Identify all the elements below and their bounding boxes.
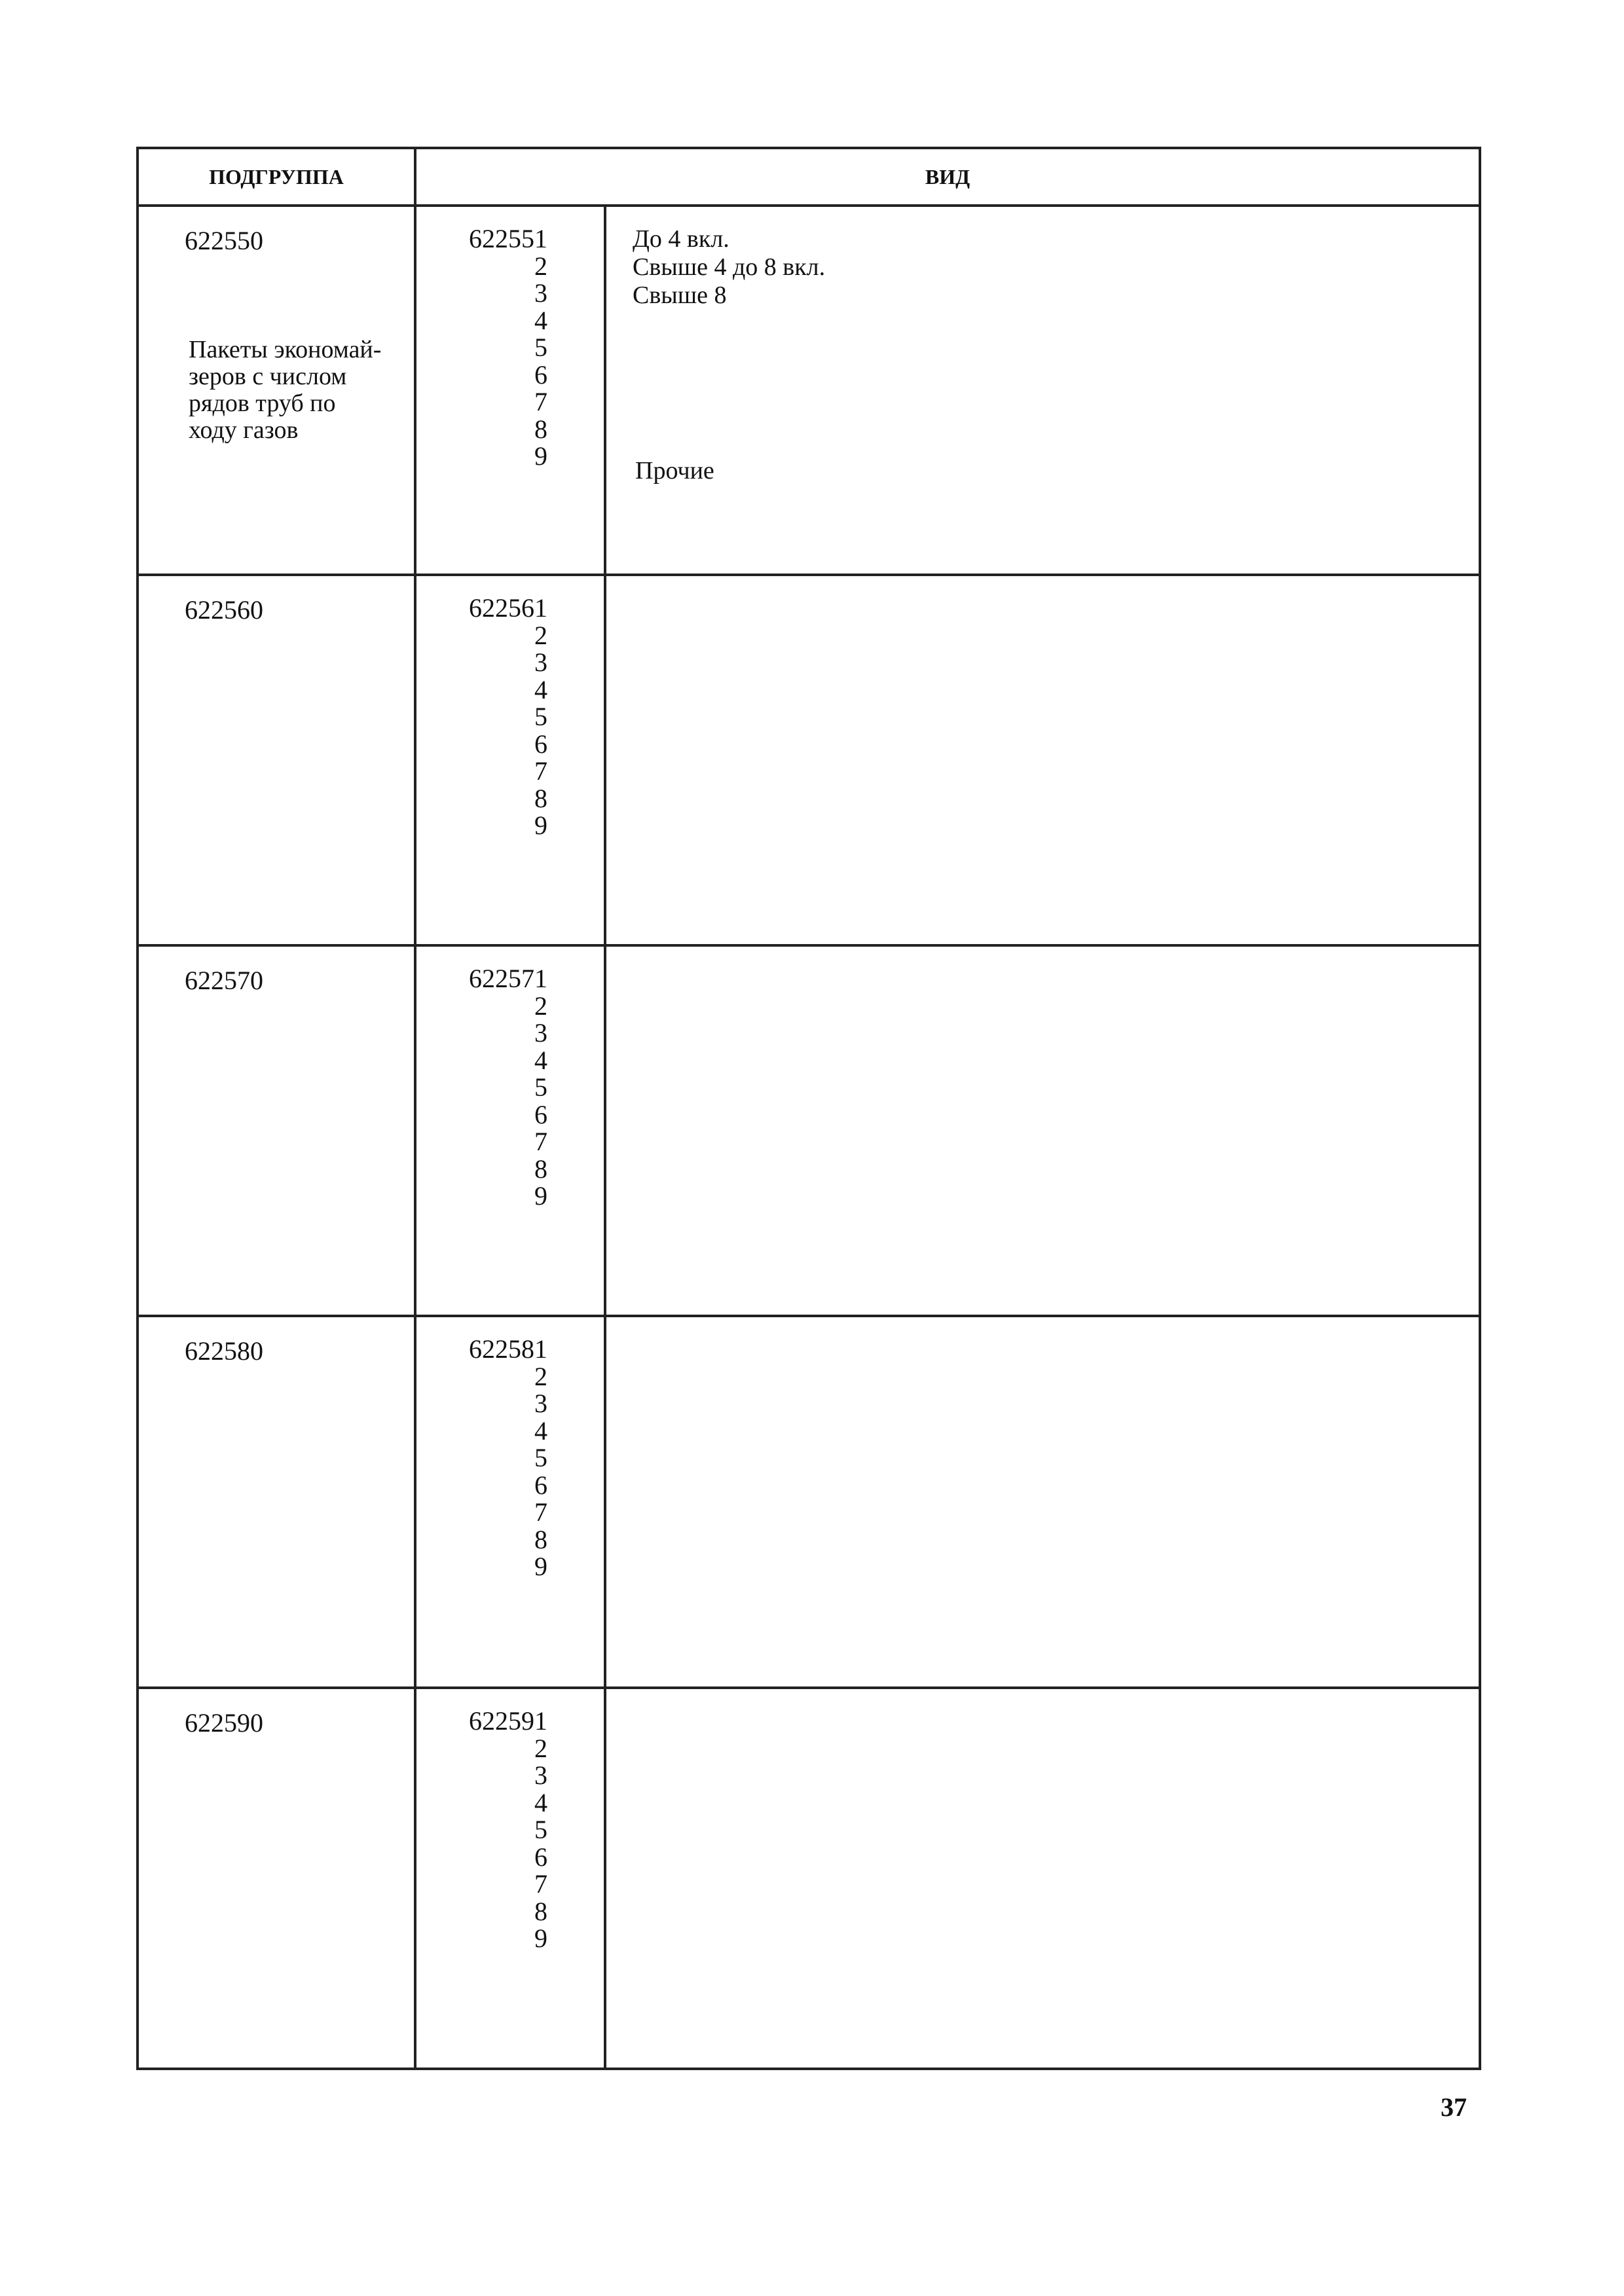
subgroup-code: 622590 (185, 1708, 263, 1738)
vid-description: До 4 вкл. (633, 225, 729, 253)
vid-description-cell (606, 576, 1479, 944)
subgroup-description (189, 337, 411, 444)
header-subgroup: ПОДГРУППА (139, 149, 416, 204)
vid-code-cell (416, 207, 606, 574)
vid-code-cell (416, 947, 606, 1315)
vid-code: 6 (534, 1099, 547, 1129)
vid-description-other: Прочие (635, 457, 714, 484)
vid-code: 7 (534, 756, 547, 786)
table-row-group (139, 576, 1479, 947)
subgroup-code: 622580 (185, 1336, 263, 1366)
vid-description-cell (606, 947, 1479, 1315)
table-row-group (139, 1317, 1479, 1689)
vid-code: 3 (534, 1760, 547, 1790)
vid-code: 5 (534, 1072, 547, 1102)
vid-code: 8 (534, 783, 547, 813)
vid-code-list (462, 225, 547, 470)
vid-code: 622551 (469, 224, 547, 253)
table-row-group (139, 1689, 1479, 2068)
vid-code-cell (416, 1689, 606, 2068)
vid-code: 7 (534, 1497, 547, 1527)
vid-code: 4 (534, 674, 547, 704)
vid-description-cell (606, 207, 1479, 574)
subgroup-code: 622560 (185, 595, 263, 625)
vid-code: 6 (534, 1842, 547, 1872)
vid-description: Свыше 4 до 8 вкл. (633, 253, 826, 281)
header-vid: ВИД (925, 165, 970, 189)
vid-code: 5 (534, 333, 547, 362)
vid-description-list (633, 225, 825, 310)
vid-code: 4 (534, 1415, 547, 1446)
vid-code: 6 (534, 359, 547, 390)
vid-code-list (462, 1707, 547, 1952)
table-row-group (139, 947, 1479, 1317)
vid-code: 622561 (469, 593, 547, 623)
subgroup-cell (139, 947, 416, 1315)
vid-code-cell (416, 1317, 606, 1686)
vid-code-list (462, 594, 547, 839)
vid-code: 2 (534, 251, 547, 281)
vid-code: 9 (534, 1181, 547, 1211)
vid-code-cell (416, 576, 606, 944)
vid-code: 2 (534, 1733, 547, 1763)
vid-code: 5 (534, 1815, 547, 1844)
subgroup-cell (139, 207, 416, 574)
subgroup-code: 622570 (185, 966, 263, 995)
vid-code-list (462, 965, 547, 1210)
vid-code: 2 (534, 991, 547, 1021)
vid-code: 4 (534, 305, 547, 335)
vid-description-cell (606, 1689, 1479, 2068)
subgroup-cell (139, 1689, 416, 2068)
vid-description-cell (606, 1317, 1479, 1686)
subgroup-cell (139, 1317, 416, 1686)
vid-code: 3 (534, 1018, 547, 1048)
vid-code: 8 (534, 1154, 547, 1184)
vid-code: 5 (534, 702, 547, 731)
vid-code: 5 (534, 1443, 547, 1472)
vid-code: 622591 (469, 1706, 547, 1736)
vid-code: 3 (534, 647, 547, 677)
vid-code: 6 (534, 729, 547, 759)
vid-code: 9 (534, 811, 547, 840)
subgroup-description-text: Пакеты экономай- зеров с числом рядов труб по ходу газов (189, 336, 382, 444)
table-header (139, 149, 1479, 207)
vid-description: Свыше 8 (633, 282, 727, 309)
vid-code: 2 (534, 620, 547, 650)
vid-code: 3 (534, 278, 547, 308)
page-number: 37 (1441, 2092, 1467, 2122)
table-row-group (139, 207, 1479, 576)
vid-code: 7 (534, 387, 547, 416)
vid-code: 8 (534, 414, 547, 444)
vid-code: 9 (534, 1552, 547, 1581)
classification-table (136, 147, 1481, 2070)
vid-code: 7 (534, 1869, 547, 1899)
vid-code: 622581 (469, 1334, 547, 1364)
vid-code: 4 (534, 1787, 547, 1817)
vid-code: 9 (534, 441, 547, 471)
vid-code-list (462, 1336, 547, 1580)
vid-code: 622571 (469, 964, 547, 993)
vid-code: 4 (534, 1045, 547, 1075)
vid-code: 8 (534, 1524, 547, 1554)
vid-code: 9 (534, 1923, 547, 1953)
vid-code: 8 (534, 1896, 547, 1926)
subgroup-cell (139, 576, 416, 944)
vid-code: 7 (534, 1127, 547, 1156)
vid-code: 3 (534, 1389, 547, 1418)
vid-code: 2 (534, 1361, 547, 1391)
vid-code: 6 (534, 1470, 547, 1500)
subgroup-code: 622550 (185, 226, 263, 255)
